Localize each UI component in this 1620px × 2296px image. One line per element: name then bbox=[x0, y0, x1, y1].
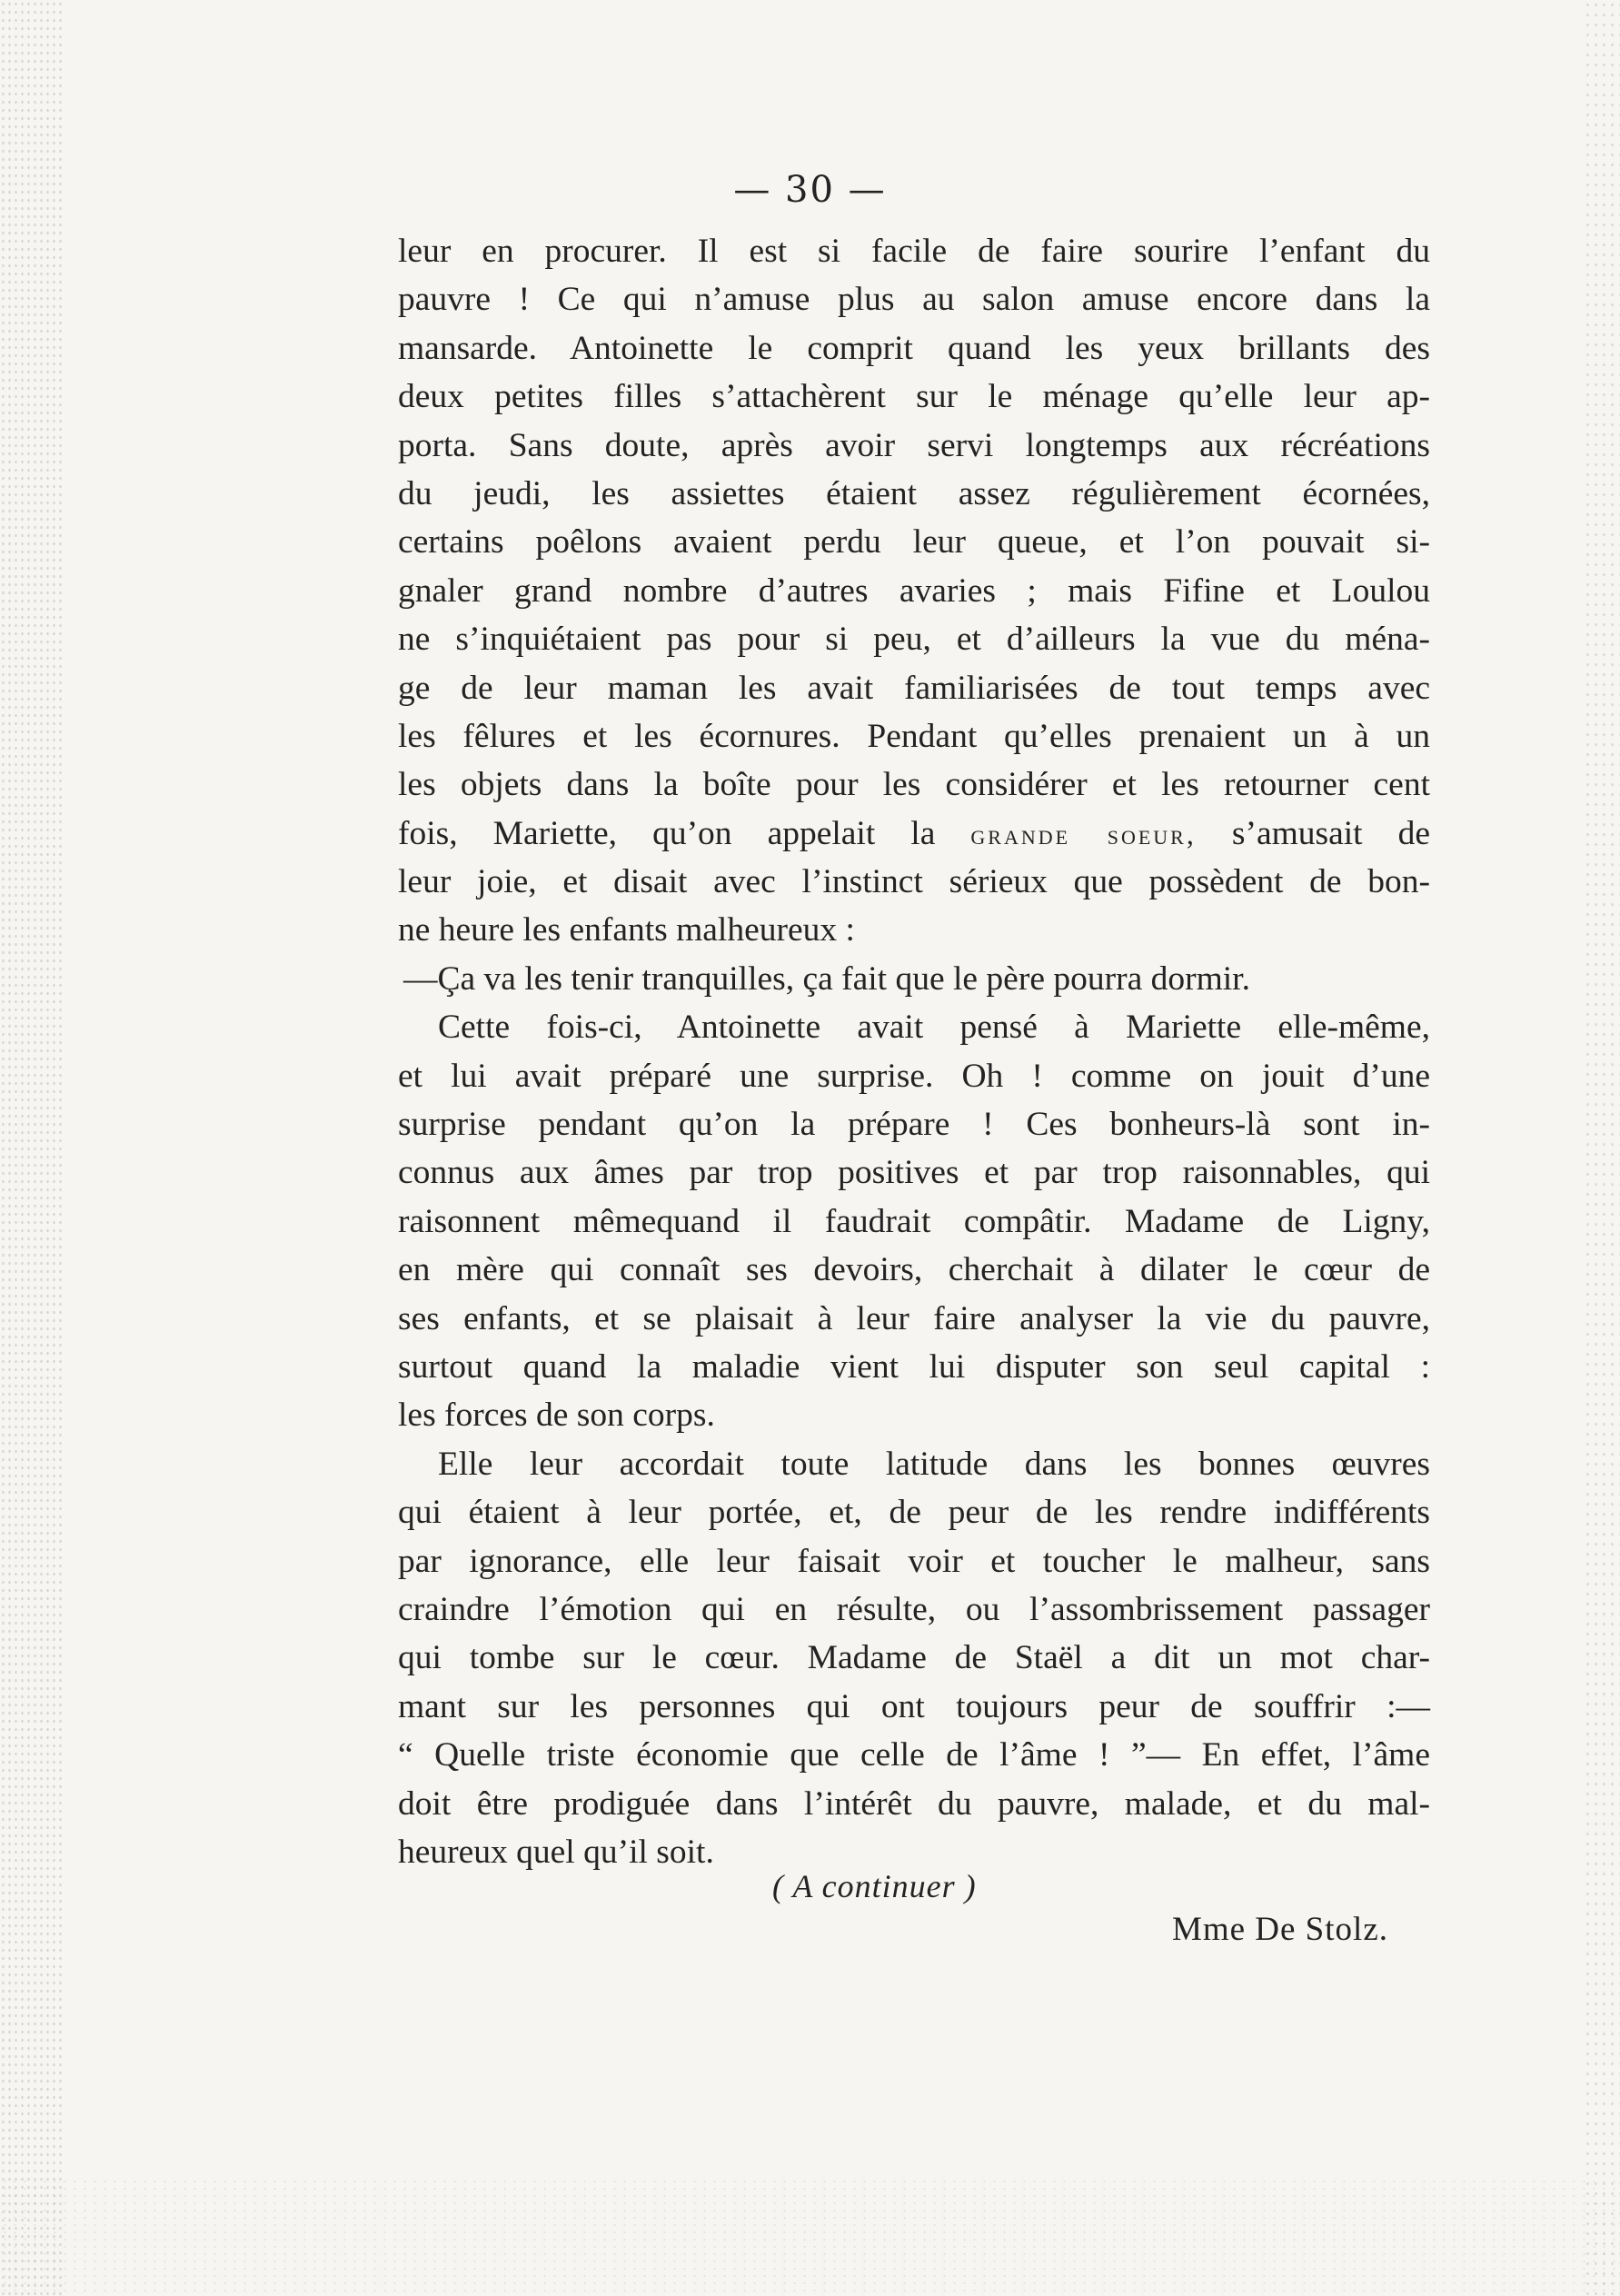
scan-noise-bottom bbox=[0, 2178, 1620, 2296]
text-line: qui étaient à leur portée, et, de peur de les rendre indifférents bbox=[398, 1494, 1430, 1532]
text-line: leur en procurer. Il est si facile de faire sourire l’enfant du bbox=[398, 233, 1430, 270]
text-line: “ Quelle triste économie que celle de l’âme ! ”— En effet, l’âme bbox=[398, 1736, 1430, 1774]
dialogue-line: —Ça va les tenir tranquilles, ça fait que le père pourra dormir. bbox=[403, 959, 1250, 998]
scan-noise-left bbox=[0, 0, 64, 2296]
text-line: craindre l’émotion qui en résulte, ou l’assombrissement passager bbox=[398, 1590, 1430, 1628]
text-line-grande-soeur bbox=[398, 810, 1430, 858]
article-text bbox=[398, 227, 1430, 1876]
text-line: doit être prodiguée dans l’intérêt du pauvre, malade, et du mal- bbox=[398, 1784, 1430, 1823]
text-line: surprise pendant qu’on la prépare ! Ces bonheurs-là sont in- bbox=[398, 1106, 1430, 1144]
text-line: ne s’inquiétaient pas pour si peu, et d’ailleurs la vue du ména- bbox=[398, 621, 1430, 659]
text-line: mant sur les personnes qui ont toujours peur de souffrir :— bbox=[398, 1687, 1430, 1725]
text-fragment: fois, Mariette, qu’on appelait la bbox=[398, 814, 936, 852]
text-line: ses enfants, et se plaisait à leur faire analyser la vie du pauvre, bbox=[398, 1299, 1430, 1337]
text-line: certains poêlons avaient perdu leur queue, et l’on pouvait si- bbox=[398, 523, 1430, 562]
text-line: pauvre ! Ce qui n’amuse plus au salon amuse encore dans la bbox=[398, 281, 1430, 319]
text-line: leur joie, et disait avec l’instinct sérieux que possèdent de bon- bbox=[398, 863, 1430, 901]
text-line: Cette fois-ci, Antoinette avait pensé à Mariette elle-même, bbox=[438, 1009, 1430, 1047]
text-line: par ignorance, elle leur faisait voir et toucher le malheur, sans bbox=[398, 1542, 1430, 1580]
author-signature: Mme De Stolz. bbox=[1171, 1911, 1388, 1948]
text-line: et lui avait préparé une surprise. Oh ! comme on jouit d’une bbox=[398, 1057, 1430, 1095]
text-line: mansarde. Antoinette le comprit quand les yeux brillants des bbox=[398, 329, 1430, 367]
grande-soeur-smallcaps: grande soeur, bbox=[970, 817, 1197, 850]
page-number: — 30 — bbox=[733, 169, 887, 211]
text-line: les fêlures et les écornures. Pendant qu’elles prenaient un à un bbox=[398, 717, 1430, 755]
text-line: Elle leur accordait toute latitude dans les bonnes œuvres bbox=[438, 1445, 1430, 1483]
text-line: connus aux âmes par trop positives et par trop raisonnables, qui bbox=[398, 1154, 1430, 1192]
text-line: en mère qui connaît ses devoirs, cherchait à dilater le cœur de bbox=[398, 1251, 1430, 1289]
text-line: gnaler grand nombre d’autres avaries ; mais Fifine et Loulou bbox=[398, 572, 1430, 610]
text-line: deux petites filles s’attachèrent sur le ménage qu’elle leur ap- bbox=[398, 378, 1430, 416]
text-line: qui tombe sur le cœur. Madame de Staël a dit un mot char- bbox=[398, 1639, 1430, 1677]
text-line: heureux quel qu’il soit. bbox=[398, 1833, 714, 1871]
scan-noise-right bbox=[1584, 0, 1620, 2296]
text-line: les objets dans la boîte pour les considérer et les retourner cent bbox=[398, 766, 1430, 804]
text-line: ge de leur maman les avait familiarisées de tout temps avec bbox=[398, 669, 1430, 707]
text-line: ne heure les enfants malheureux : bbox=[398, 911, 855, 949]
text-line: porta. Sans doute, après avoir servi longtemps aux récréations bbox=[398, 426, 1430, 464]
text-line: surtout quand la maladie vient lui disputer son seul capital : bbox=[398, 1347, 1430, 1386]
to-be-continued-note: ( A continuer ) bbox=[772, 1868, 977, 1904]
text-line: raisonnent mêmequand il faudrait compâtir. Madame de Ligny, bbox=[398, 1202, 1430, 1240]
text-fragment: s’amusait de bbox=[1231, 814, 1430, 852]
text-line: du jeudi, les assiettes étaient assez régulièrement écornées, bbox=[398, 474, 1430, 512]
text-line: les forces de son corps. bbox=[398, 1396, 715, 1435]
